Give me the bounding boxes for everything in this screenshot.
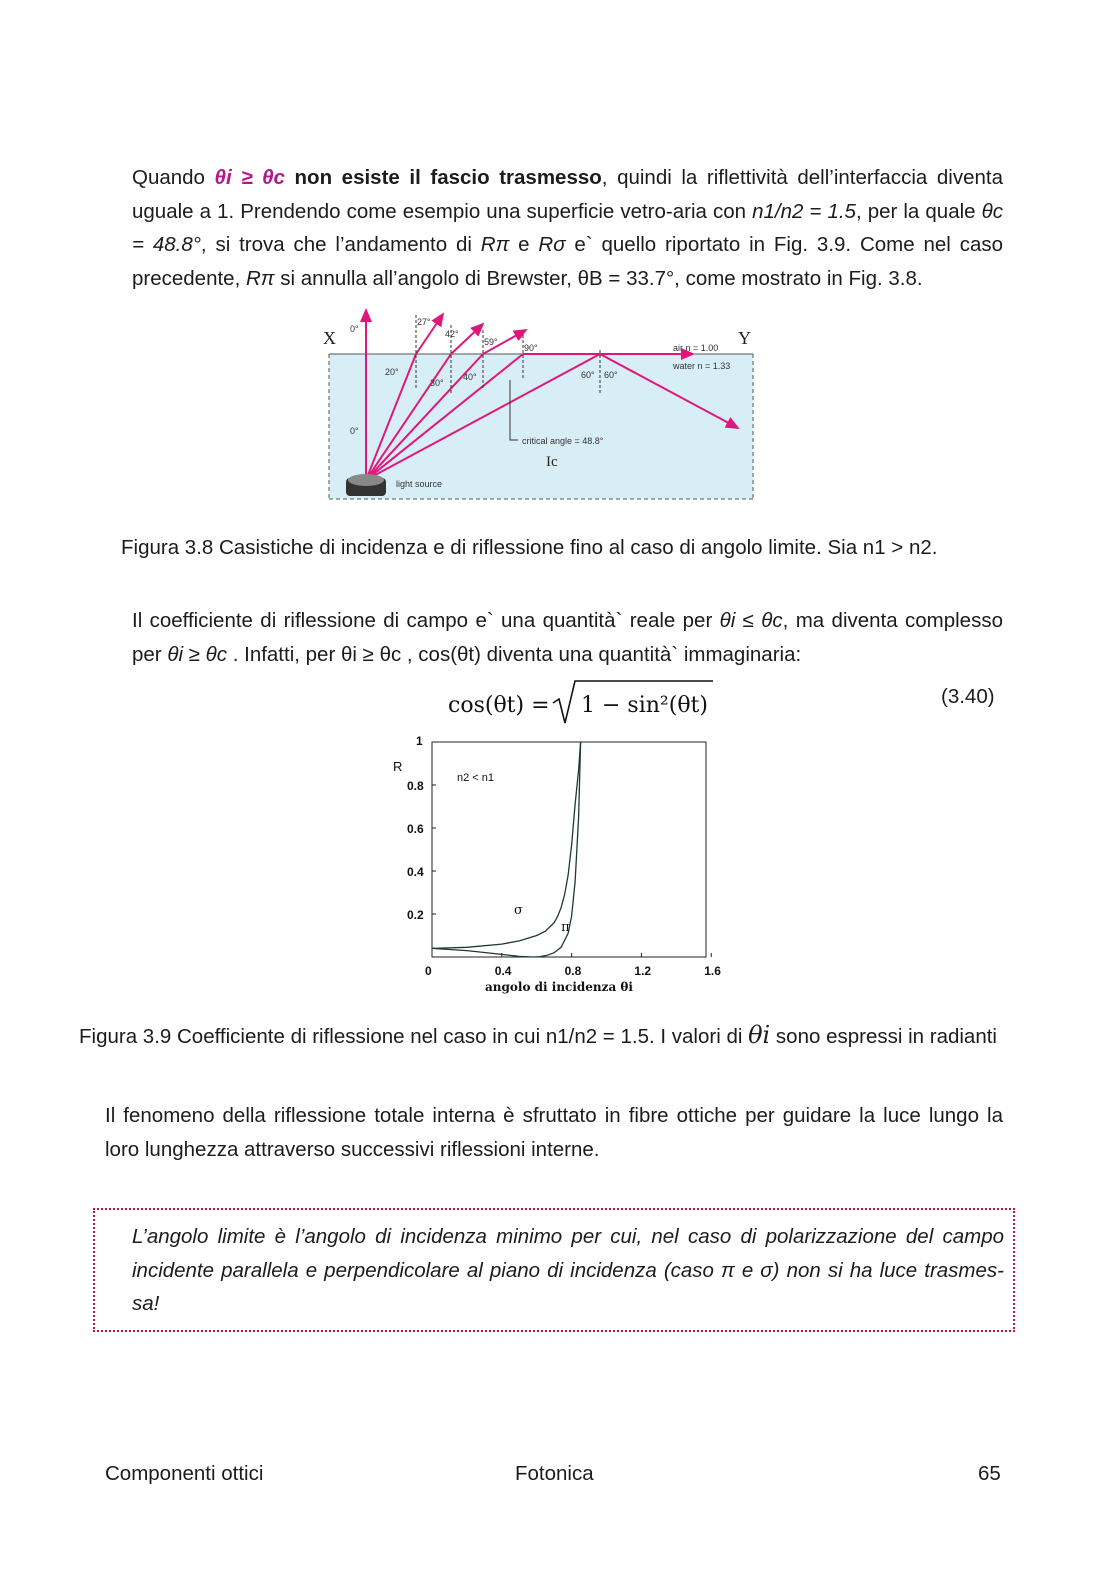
caption-3-9-text: sono espressi in radianti <box>770 1025 997 1048</box>
angle-top-0: 0° <box>350 324 359 334</box>
p1-ratio: n1/n2 = 1.5 <box>752 199 856 223</box>
p2-text: , ma diventa complesso per <box>132 609 1003 666</box>
footer-section: Componenti ottici <box>105 1462 264 1485</box>
p1-r-pi: Rπ <box>480 233 510 256</box>
angle-bottom-40: 40° <box>463 372 477 382</box>
p2-cond1: θi ≤ θc <box>719 609 783 632</box>
p2-text: . Infatti, per θi ≥ θc , cos(θt) diventa una quantità` immaginaria: <box>227 642 802 666</box>
angle-reflect-right: 60° <box>604 370 618 380</box>
annotation-n2-n1: n2 < n1 <box>457 772 495 784</box>
p1-text: , quindi la riflettività dell’interfaccia diventa uguale a 1. Prendendo come esempio una superficie vetro-aria con <box>132 166 1003 223</box>
note-box <box>93 1208 1015 1332</box>
p2-text: Il coefficiente di riflessione di campo e` una quantità` reale per <box>132 609 720 632</box>
label-air: air n = 1.00 <box>673 343 719 353</box>
paragraph-1 <box>132 161 1003 295</box>
series-line-pi <box>432 742 581 957</box>
caption-3-9-text: Figura 3.9 Coefficiente di riflessione nel caso in cui n1/n2 = 1.5. I valori di <box>79 1025 749 1048</box>
series-label-pi: π <box>561 920 570 936</box>
x-tick-label: 0 <box>425 964 432 978</box>
figure-3-9-chart <box>385 735 725 1000</box>
equation-number: (3.40) <box>941 685 995 708</box>
angle-top-59: 59° <box>484 337 498 347</box>
p1-text: e` quello riportato in Fig. 3.9. Come nel caso precedente, <box>132 233 1003 290</box>
y-tick-label: 1 <box>416 735 423 748</box>
label-critical: critical angle = 48.8° <box>522 436 604 446</box>
caption-figure-3-9 <box>79 1022 997 1050</box>
p1-bold: non esiste il fascio trasmesso <box>284 166 602 189</box>
angle-top-27: 27° <box>417 317 431 327</box>
p1-text: , per la quale <box>855 199 982 223</box>
angle-bottom-30: 30° <box>430 378 444 388</box>
p1-lead: Quando <box>132 166 215 189</box>
figure-3-8-diagram <box>318 300 760 505</box>
label-y: Y <box>738 328 751 348</box>
p1-r-sigma: Rσ <box>538 233 566 256</box>
x-tick-label: 0.4 <box>494 964 512 978</box>
caption-3-9-symbol: θi <box>748 1021 771 1049</box>
label-water: water n = 1.33 <box>673 361 731 371</box>
equation-3-40 <box>445 677 725 729</box>
angle-top-90: 90° <box>524 343 538 353</box>
angle-top-42: 42° <box>445 329 459 339</box>
x-axis-label: angolo di incidenza θi <box>485 980 633 994</box>
series-line-sigma <box>432 742 581 948</box>
p1-r-pi: Rπ <box>245 266 275 290</box>
y-axis-label: R <box>393 759 403 774</box>
y-tick-label: 0.2 <box>407 908 424 922</box>
x-tick-label: 1.2 <box>634 964 652 978</box>
angle-0: 0° <box>350 426 359 436</box>
p1-text: e <box>509 233 539 256</box>
paragraph-2 <box>132 604 1003 671</box>
p1-theta-c: θc = 48.8° <box>132 199 1003 256</box>
angle-reflect-left: 60° <box>581 370 595 380</box>
p1-highlight: θi ≥ θc <box>214 166 285 189</box>
series-label-sigma: σ <box>514 903 523 918</box>
label-x: X <box>323 328 336 348</box>
label-source: light source <box>396 479 443 489</box>
paragraph-3: Il fenomeno della riflessione totale interna è sfruttato in fibre ottiche per guidare la luce lungo la loro lunghezza attraverso successivi riflessioni interne. <box>105 1104 1003 1161</box>
x-tick-label: 0.8 <box>564 964 582 978</box>
label-ic: Ic <box>546 454 558 470</box>
light-source-icon <box>346 474 386 496</box>
y-tick-label: 0.6 <box>407 822 424 836</box>
y-tick-label: 0.8 <box>407 779 424 793</box>
footer-title: Fotonica <box>515 1462 594 1485</box>
caption-figure-3-8: Figura 3.8 Casistiche di incidenza e di riflessione fino al caso di angolo limite. Sia n1 > n2. <box>121 536 938 559</box>
y-tick-label: 0.4 <box>407 865 424 879</box>
equation-rhs: 1 − sin²(θt) <box>581 693 708 718</box>
p1-text: , si trova che l’andamento di <box>200 233 481 256</box>
page-number: 65 <box>978 1462 1001 1485</box>
note-text: L’angolo limite è l’angolo di incidenza minimo per cui, nel caso di polarizzazione del campo incidente parallela e perpendicolare al piano di incidenza (caso π e σ) non si ha luce trasmes-sa! <box>132 1225 1004 1315</box>
x-tick-label: 1.6 <box>704 964 721 978</box>
angle-bottom-20: 20° <box>385 367 399 377</box>
p2-cond2: θi ≥ θc <box>167 642 228 666</box>
equation-lhs: cos(θt) = <box>448 693 550 718</box>
p1-text: si annulla all’angolo di Brewster, θB = 33.7°, come mostrato in Fig. 3.8. <box>274 266 923 290</box>
